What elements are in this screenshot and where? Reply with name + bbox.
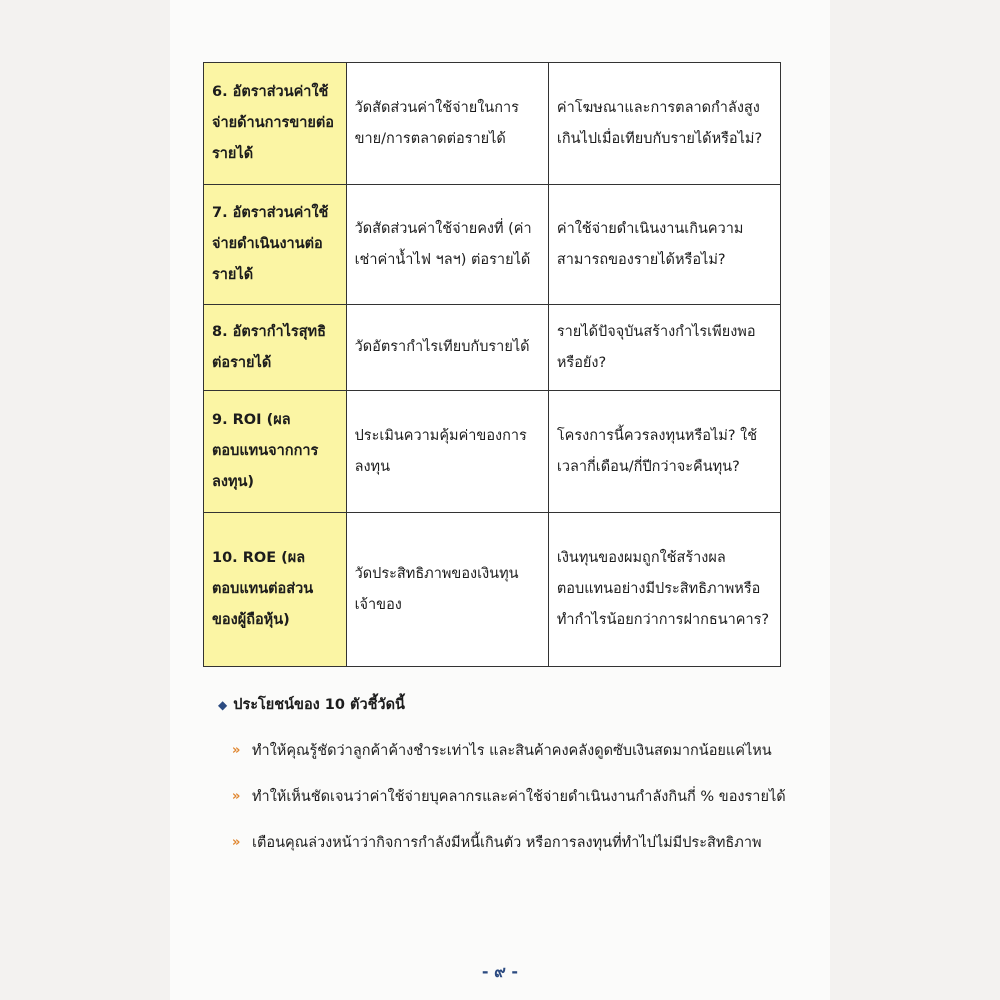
table-row xyxy=(204,185,781,305)
list-item-text: ทำให้เห็นชัดเจนว่าค่าใช้จ่ายบุคลากรและค่าใช้จ่ายดำเนินงานกำลังกินกี่ % ของรายได้ xyxy=(252,789,786,805)
table-row xyxy=(204,513,781,667)
list-item xyxy=(218,782,788,812)
list-item xyxy=(218,828,788,858)
indicator-name-cell: 6. อัตราส่วนค่าใช้จ่ายด้านการขายต่อรายได้ xyxy=(204,63,347,185)
indicator-question-cell: ค่าใช้จ่ายดำเนินงานเกินความสามารถของรายได้หรือไม่? xyxy=(548,185,780,305)
indicator-purpose-cell: ประเมินความคุ้มค่าของการลงทุน xyxy=(346,391,548,513)
indicator-name-cell: 9. ROI (ผลตอบแทนจากการลงทุน) xyxy=(204,391,347,513)
indicator-purpose-cell: วัดสัดส่วนค่าใช้จ่ายคงที่ (ค่าเช่าค่าน้ำไฟ ฯลฯ) ต่อรายได้ xyxy=(346,185,548,305)
benefits-section xyxy=(218,690,788,858)
indicator-purpose-cell: วัดสัดส่วนค่าใช้จ่ายในการขาย/การตลาดต่อรายได้ xyxy=(346,63,548,185)
indicator-name-cell: 10. ROE (ผลตอบแทนต่อส่วนของผู้ถือหุ้น) xyxy=(204,513,347,667)
indicator-name-cell: 7. อัตราส่วนค่าใช้จ่ายดำเนินงานต่อรายได้ xyxy=(204,185,347,305)
indicator-question-cell: รายได้ปัจจุบันสร้างกำไรเพียงพอหรือยัง? xyxy=(548,305,780,391)
list-item xyxy=(218,736,788,766)
kpi-table xyxy=(203,62,781,667)
indicator-purpose-cell: วัดอัตรากำไรเทียบกับรายได้ xyxy=(346,305,548,391)
list-item-text: เตือนคุณล่วงหน้าว่ากิจการกำลังมีหนี้เกินตัว หรือการลงทุนที่ทำไปไม่มีประสิทธิภาพ xyxy=(252,835,762,851)
diamond-bullet-icon: ◆ xyxy=(218,698,228,712)
table-row xyxy=(204,391,781,513)
indicator-question-cell: โครงการนี้ควรลงทุนหรือไม่? ใช้เวลากี่เดือน/กี่ปีกว่าจะคืนทุน? xyxy=(548,391,780,513)
double-arrow-bullet-icon: » xyxy=(232,743,241,758)
double-arrow-bullet-icon: » xyxy=(232,835,241,850)
indicator-purpose-cell: วัดประสิทธิภาพของเงินทุนเจ้าของ xyxy=(346,513,548,667)
indicator-question-cell: ค่าโฆษณาและการตลาดกำลังสูงเกินไปเมื่อเทียบกับรายได้หรือไม่? xyxy=(548,63,780,185)
double-arrow-bullet-icon: » xyxy=(232,789,241,804)
page-number: - ๙ - xyxy=(481,962,519,981)
benefits-heading xyxy=(218,690,788,720)
table-row xyxy=(204,305,781,391)
list-item-text: ทำให้คุณรู้ชัดว่าลูกค้าค้างชำระเท่าไร และสินค้าคงคลังดูดซับเงินสดมากน้อยแค่ไหน xyxy=(252,743,772,759)
benefits-title: ประโยชน์ของ 10 ตัวชี้วัดนี้ xyxy=(233,697,405,713)
table-row xyxy=(204,63,781,185)
indicator-question-cell: เงินทุนของผมถูกใช้สร้างผลตอบแทนอย่างมีประสิทธิภาพหรือทำกำไรน้อยกว่าการฝากธนาคาร? xyxy=(548,513,780,667)
indicator-name-cell: 8. อัตรากำไรสุทธิต่อรายได้ xyxy=(204,305,347,391)
